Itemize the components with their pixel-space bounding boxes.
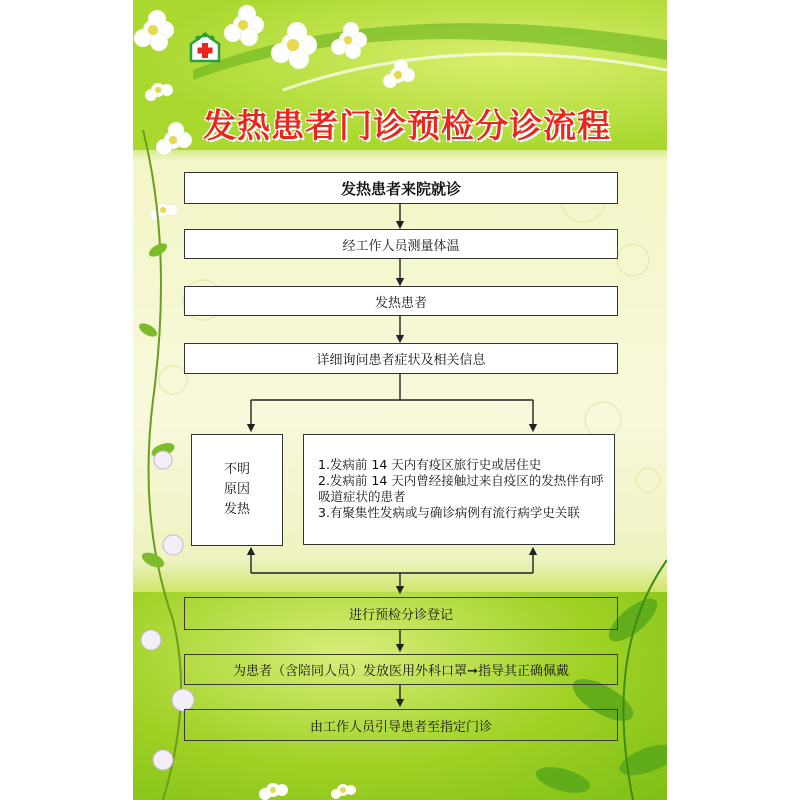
step-measure-temperature: 经工作人员测量体温 — [184, 229, 618, 259]
criteria-item-2: 2.发病前 14 天内曾经接触过来自疫区的发热伴有呼吸道症状的患者 — [318, 473, 604, 504]
step-patient-arrival: 发热患者来院就诊 — [184, 172, 618, 204]
left-box-line2: 原因 — [223, 482, 250, 497]
poster — [133, 0, 667, 800]
page-title: 发热患者门诊预检分诊流程 — [203, 106, 611, 145]
step-distribute-masks: 为患者（含陪同人员）发放医用外科口罩➞指导其正确佩戴 — [184, 654, 618, 685]
left-box-line3: 发热 — [223, 502, 250, 517]
epidemiology-criteria-box — [303, 434, 615, 545]
left-box-line1: 不明 — [223, 462, 250, 477]
step-fever-patient: 发热患者 — [184, 286, 618, 316]
step-triage-registration: 进行预检分诊登记 — [184, 597, 618, 630]
criteria-item-1: 1.发病前 14 天内有疫区旅行史或居住史 — [318, 457, 542, 472]
step-guide-to-clinic: 由工作人员引导患者至指定门诊 — [184, 709, 618, 741]
unknown-cause-fever-box — [191, 434, 283, 546]
criteria-item-3: 3.有聚集性发病或与确诊病例有流行病学史关联 — [318, 505, 580, 520]
step-inquire-symptoms: 详细询问患者症状及相关信息 — [184, 343, 618, 374]
